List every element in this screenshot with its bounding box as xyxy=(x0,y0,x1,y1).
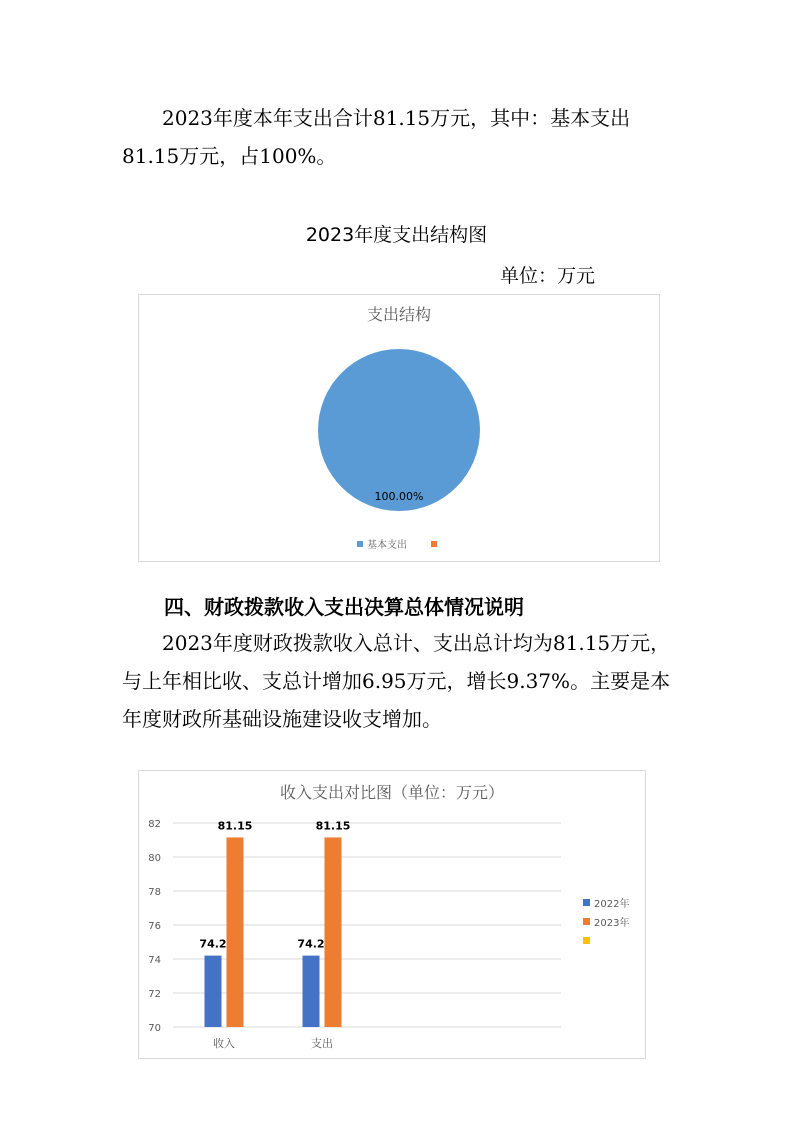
legend-swatch xyxy=(583,918,590,925)
pie-slice-0 xyxy=(318,349,480,511)
category-label: 支出 xyxy=(311,1037,333,1050)
y-tick-label: 82 xyxy=(148,819,161,830)
pie-chart xyxy=(138,294,660,562)
bar-0-1 xyxy=(227,837,244,1027)
legend-label: 2022年 xyxy=(594,899,630,910)
category-label: 收入 xyxy=(213,1037,235,1050)
bar-1-1 xyxy=(325,837,342,1027)
bar-data-label: 74.2 xyxy=(297,937,325,951)
x-axis-categories xyxy=(213,1036,333,1050)
bar-chart-title: 收入支出对比图（单位：万元） xyxy=(279,783,505,802)
pie-chart-caption: 2023年度支出结构图 xyxy=(305,224,488,246)
legend-swatch-unnamed xyxy=(431,541,437,547)
bar-data-label: 81.15 xyxy=(315,819,351,833)
expenditure-summary-paragraph: 2023年度本年支出合计81.15万元，其中：基本支出81.15万元，占100%。 xyxy=(122,106,631,168)
legend-swatch xyxy=(583,899,590,906)
pie-slices xyxy=(318,349,480,511)
y-tick-label: 74 xyxy=(148,955,161,966)
section-heading: 四、财政拨款收入支出决算总体情况说明 xyxy=(164,595,524,619)
pie-data-label: 100.00% xyxy=(374,490,424,503)
bar-chart xyxy=(138,770,646,1059)
legend-swatch xyxy=(583,937,590,944)
y-tick-label: 78 xyxy=(148,887,161,898)
pie-legend xyxy=(357,538,437,551)
bar-legend xyxy=(583,897,629,944)
legend-swatch-basic-expenditure xyxy=(357,541,363,547)
bar-0-0 xyxy=(205,956,222,1027)
bar-data-label: 74.2 xyxy=(199,937,227,951)
y-tick-label: 70 xyxy=(148,1023,161,1034)
y-axis-ticks xyxy=(148,819,161,1034)
y-tick-label: 80 xyxy=(148,853,161,864)
bar-data-label: 81.15 xyxy=(217,819,253,833)
y-tick-label: 72 xyxy=(148,989,161,1000)
legend-label: 2023年 xyxy=(594,918,630,929)
legend-label-basic-expenditure: 基本支出 xyxy=(367,540,407,551)
bar-1-0 xyxy=(303,956,320,1027)
unit-label: 单位：万元 xyxy=(500,265,596,287)
bar-marks xyxy=(199,819,350,1027)
pie-chart-title: 支出结构 xyxy=(366,305,432,324)
section-paragraph: 2023年度财政拨款收入总计、支出总计均为81.15万元，与上年相比收、支总计增加6.95万元，增长9.37%。主要是本年度财政所基础设施建设收支增加。 xyxy=(122,631,671,731)
y-tick-label: 76 xyxy=(148,921,161,932)
